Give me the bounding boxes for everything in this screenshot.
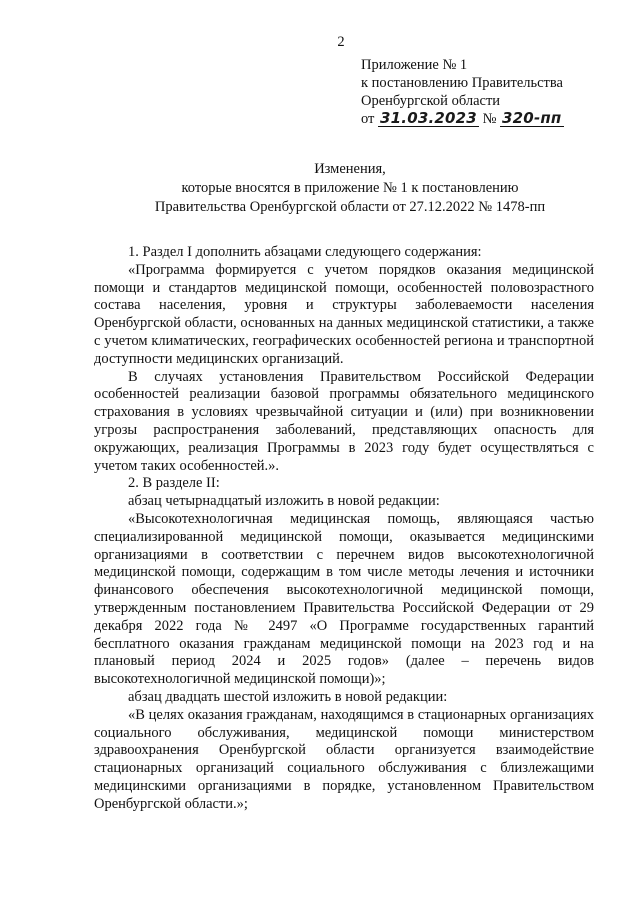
appendix-line-1: Приложение № 1 [361, 57, 468, 73]
title-line-3: Правительства Оренбургской области от 27.12.2022 № 1478-пп [154, 199, 546, 215]
appendix-header [361, 56, 621, 128]
paragraph-social-institutions: «В целях оказания гражданам, находящимся в стационарных организациях социального обслуживания, медицинской помощи министерством здравоохранения Оренбургской области организуется взаимодействие стационарных организаций социального обслуживания с близлежащими медицинскими организациями в порядке, установленном Правительством Оренбургской области.»; [94, 706, 594, 812]
document-body [94, 244, 594, 814]
paragraph-section-2: 2. В разделе II: [128, 475, 220, 492]
page-number: 2 [337, 34, 345, 50]
appendix-date-line [361, 110, 621, 128]
date-prefix: от [361, 111, 375, 127]
title-line-2: которые вносятся в приложение № 1 к постановлению [181, 180, 519, 196]
number-prefix: № [482, 111, 497, 127]
appendix-line-2: к постановлению Правительства [361, 75, 563, 91]
handwritten-number: 320-пп [502, 109, 562, 127]
title-line-1: Изменения, [314, 161, 386, 177]
document-title [100, 160, 600, 217]
paragraph-fourteenth-abzac: абзац четырнадцатый изложить в новой редакции: [128, 493, 440, 510]
paragraph-program-formation: «Программа формируется с учетом порядков оказания медицинской помощи и стандартов медицинской помощи, особенностей половозрастного состава населения, уровня и структуры заболеваемости населения Оренбургской области, основанных на данных медицинской статистики, а также с учетом климатических, географических особенностей региона и транспортной доступности медицинских организаций. [94, 261, 594, 367]
appendix-line-3: Оренбургской области [361, 93, 501, 109]
paragraph-emergency-cases: В случаях установления Правительством Российской Федерации особенностей реализации базовой программы обязательного медицинского страхования в условиях чрезвычайной ситуации и (или) при возникновении угрозы распространения заболеваний, представляющих опасность для окружающих, реализация Программы в 2023 году будет осуществляться с учетом таких особенностей.». [94, 368, 594, 474]
handwritten-date: 31.03.2023 [380, 109, 477, 127]
paragraph-section-1: 1. Раздел I дополнить абзацами следующего содержания: [128, 244, 482, 260]
paragraph-high-tech-care: «Высокотехнологичная медицинская помощь, являющаяся частью специализированной медицинской помощи, оказывается медицинскими организациями в соответствии с перечнем видов высокотехнологичной медицинской помощи, содержащим в том числе методы лечения и источники финансового обеспечения высокотехнологичной медицинской помощи, утвержденным постановлением Правительства Российской Федерации от 29 декабря 2022 года № 2497 «О Программе государственных гарантий бесплатного оказания гражданам медицинской помощи на 2023 год и на плановый период 2024 и 2025 годов» (далее – перечень видов высокотехнологичной медицинской помощи)»; [94, 510, 594, 688]
paragraph-twenty-sixth-abzac: абзац двадцать шестой изложить в новой редакции: [128, 688, 448, 705]
